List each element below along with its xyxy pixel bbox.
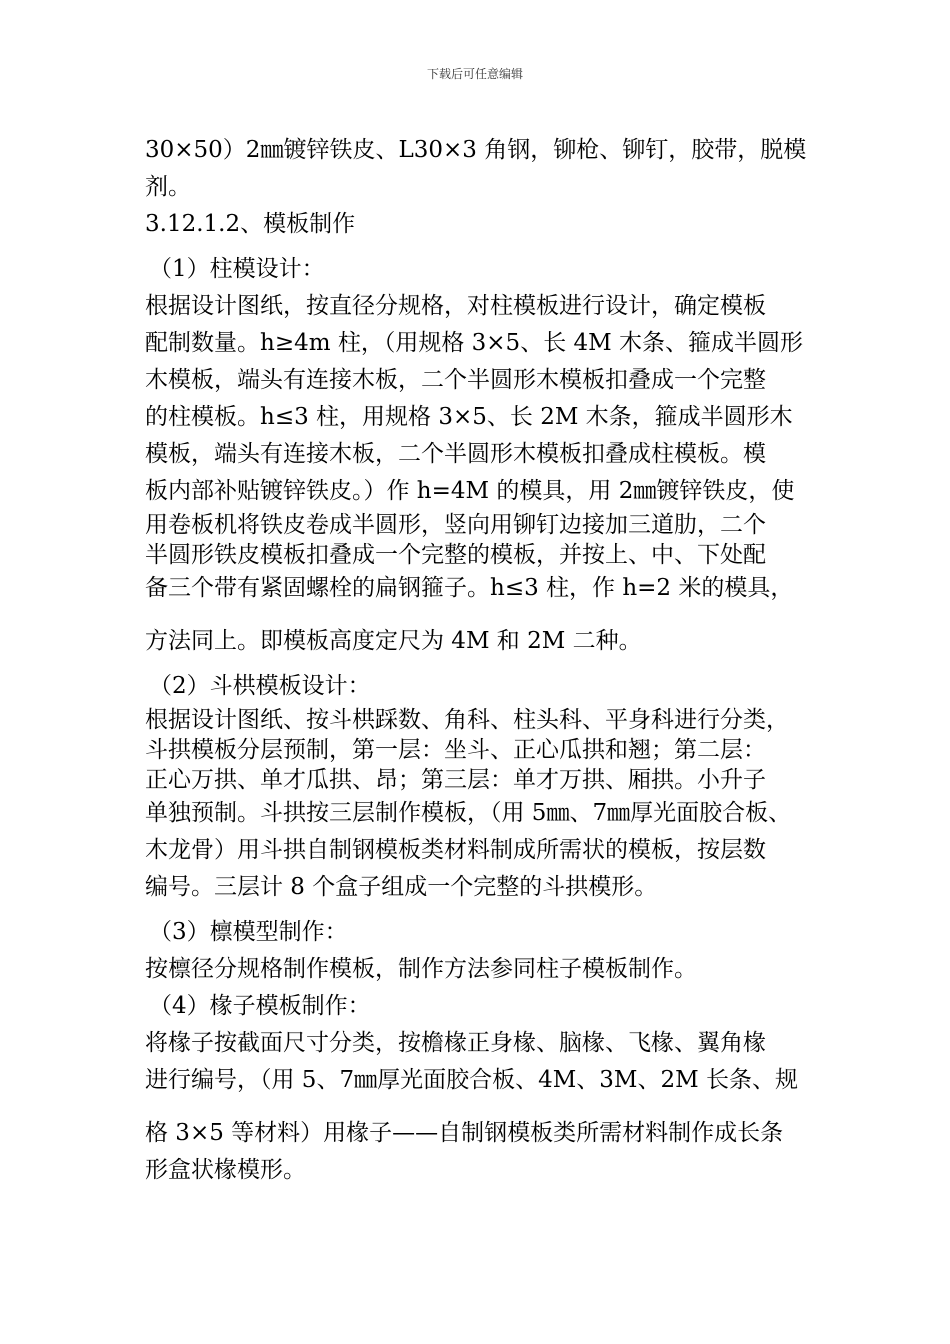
subsection-heading-purlin-mold: （3）檩模型制作： [149,919,348,945]
subsection-heading-bracket-mold: （2）斗栱模板设计： [149,673,371,699]
text-line: 用卷板机将铁皮卷成半圆形，竖向用铆钉边接加三道肋，二个 [145,512,766,538]
text-line: 将椽子按截面尺寸分类，按檐椽正身椽、脑椽、飞椽、翼角椽 [145,1030,766,1056]
subsection-heading-rafter-mold: （4）椽子模板制作： [149,993,371,1019]
text-line: 方法同上。即模板高度定尺为 4M 和 2M 二种。 [145,628,642,654]
page-header: 下载后可任意编辑 [426,67,523,81]
text-line: 进行编号，（用 5、7㎜厚光面胶合板、4M、3M、2M 长条、规 [145,1067,798,1093]
subsection-heading-column-mold: （1）柱模设计： [149,256,325,282]
section-heading: 3.12.1.2、模板制作 [145,211,356,237]
text-line: 模板，端头有连接木板，二个半圆形木模板扣叠成柱模板。模 [145,441,766,467]
document-body [145,132,810,1189]
text-line: 半圆形铁皮模板扣叠成一个完整的模板，并按上、中、下处配 [145,542,766,568]
text-line: 木龙骨）用斗拱自制钢模板类材料制成所需状的模板，按层数 [145,837,766,863]
text-line: 30×50）2㎜镀锌铁皮、L30×3 角钢，铆枪、铆钉，胶带，脱模 [145,137,807,163]
text-line: 单独预制。斗拱按三层制作模板，（用 5㎜、7㎜厚光面胶合板、 [145,800,792,826]
text-line: 根据设计图纸、按斗栱踩数、角科、柱头科、平身科进行分类， [145,707,789,733]
text-line: 正心万拱、单才瓜拱、昂；第三层：单才万拱、厢拱。小升子 [145,767,766,793]
text-line: 根据设计图纸，按直径分规格，对柱模板进行设计，确定模板 [145,293,766,319]
text-line: 的柱模板。h≤3 柱，用规格 3×5、长 2M 木条，箍成半圆形木 [145,404,793,430]
text-line: 剂。 [145,174,191,200]
text-line: 备三个带有紧固螺栓的扁钢箍子。h≤3 柱，作 h=2 米的模具， [145,575,794,601]
text-line: 按檩径分规格制作模板，制作方法参同柱子模板制作。 [145,956,697,982]
text-line: 配制数量。h≥4m 柱，（用规格 3×5、长 4M 木条、箍成半圆形 [145,330,803,356]
text-line: 形盒状椽模形。 [145,1157,306,1183]
text-line: 格 3×5 等材料）用椽子——自制钢模板类所需材料制作成长条 [145,1120,784,1146]
text-line: 木模板，端头有连接木板，二个半圆形木模板扣叠成一个完整 [145,367,766,393]
text-line: 编号。三层计 8 个盒子组成一个完整的斗拱模形。 [145,874,658,900]
text-line: 板内部补贴镀锌铁皮。）作 h=4M 的模具，用 2㎜镀锌铁皮，使 [145,478,795,504]
text-line: 斗拱模板分层预制，第一层：坐斗、正心瓜拱和翘；第二层： [145,737,766,763]
